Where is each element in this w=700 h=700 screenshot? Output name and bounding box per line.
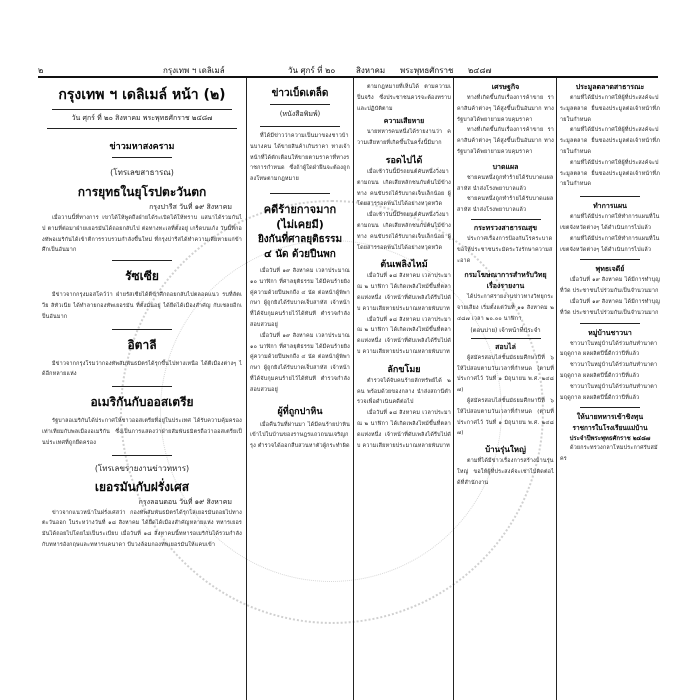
divider	[112, 329, 172, 330]
article-body: ตำรวจได้จับคนร้ายลักทรัพย์ได้ ๒ คน พร้อมด้วยของกลาง นำส่งสถานีตำรวจเพื่อดำเนินคดีต่อไป เมื่อวันที่ ๑๘ สิงหาคม เวลาประมาณ ๒ นาฬิกา ได้เกิดเพลิงไหม้ขึ้นที่ตลาดแห่งหนึ่ง เจ้าหน้าที่ดับเพลิงได้รีบไปดับ ความเสียหายประมาณหลายพันบาท	[357, 377, 451, 449]
article-headline: ลักขโมย	[387, 364, 421, 375]
article-body: มีข่าวจากกรุงโรมว่ากองทัพสัมพันธมิตรได้รุกขึ้นไปทางเหนือ ได้ตีเมืองต่างๆ ได้อีกหลายแห่ง	[42, 360, 242, 378]
era-label: พระพุทธศักราช	[400, 66, 454, 75]
divider	[112, 455, 172, 456]
article-headline: การยุทธในยุโรปตะวันตก	[77, 185, 207, 199]
article-body: ทางที่เกิดขึ้นกับเรื่องการค้าขาย ราคาสินค้าต่างๆ ได้สูงขึ้นเป็นอันมาก ทางรัฐบาลได้พยายามควบคุมราคา ทางที่เกิดขึ้นกับเรื่องการค้าขาย ราคาสินค้าต่างๆ ได้สูงขึ้นเป็นอันมาก ทางรัฐบาลได้พยายามควบคุมราคา	[457, 95, 554, 155]
article-body: ชาวนาในหมู่บ้านได้ร่วมกันทำนาตามฤดูกาล ผลผลิตปีนี้ดีกว่าปีที่แล้ว ชาวนาในหมู่บ้านได้ร่วมกันทำนาตามฤดูกาล ผลผลิตปีนี้ดีกว่าปีที่แล้ว ชาวนาในหมู่บ้านได้ร่วมกันทำนาตามฤดูกาล ผลผลิตปีนี้ดีกว่าปีที่แล้ว	[560, 340, 658, 401]
masthead	[38, 60, 658, 76]
section-title: ข่าวมหาสงคราม	[109, 142, 175, 152]
divider	[580, 196, 640, 197]
article-headline: รอดไปได้	[385, 155, 423, 166]
column-3	[357, 78, 451, 700]
headline-line: ๔ นัด ด้วยปืนพก	[264, 248, 336, 260]
article-headline: รัซเซีย	[125, 269, 159, 284]
source-label: (โทรเลขรายงานข่าวทหาร)	[94, 463, 190, 473]
column-rule	[556, 78, 557, 700]
column-rule	[453, 78, 454, 700]
headline-line: คดีร้ายกาจมาก	[263, 202, 337, 216]
divider	[270, 193, 330, 194]
article-note: (ตอนบ่าย) เจ้าหน้าที่ประจำ	[470, 326, 541, 334]
article-headline-block	[250, 202, 350, 262]
article-headline: หมู่บ้านชาวนา	[588, 328, 632, 337]
article-headline: กระทรวงสาธารณสุข	[473, 223, 538, 232]
article-body: เมื่อวันที่ ๑๙ สิงหาคม เวลาประมาณ ๑๐ นาฬิกา ที่ศาลยุติธรรม ได้มีคนร้ายยิงคู่ความด้วยปืนพกถึง ๔ นัด ต่อหน้าผู้พิพากษา ผู้ถูกยิงได้รับบาดเจ็บสาหัส เจ้าหน้าที่ได้จับกุมคนร้ายไว้ได้ทันที ตำรวจกำลังสอบสวนอยู่ เมื่อวันที่ ๑๙ สิงหาคม เวลาประมาณ ๑๐ นาฬิกา ที่ศาลยุติธรรม ได้มีคนร้ายยิงคู่ความด้วยปืนพกถึง ๔ นัด ต่อหน้าผู้พิพากษา ผู้ถูกยิงได้รับบาดเจ็บสาหัส เจ้าหน้าที่ได้จับกุมคนร้ายไว้ได้ทันที ตำรวจกำลังสอบสวนอยู่	[250, 267, 350, 393]
article-body: เมื่อวันที่ ๑๙ สิงหาคม ได้มีการทำบุญที่วัด ประชาชนไปร่วมกันเป็นจำนวนมาก เมื่อวันที่ ๑๙ สิงหาคม ได้มีการทำบุญที่วัด ประชาชนไปร่วมกันเป็นจำนวนมาก	[560, 277, 660, 316]
section-header: กรุงเทพ ฯ เดลิเมล์ หน้า (๒)	[58, 87, 226, 103]
divider	[47, 128, 237, 129]
article-body: นายทหารคนหนึ่งได้รายงานว่า ความเสียหายที่เกิดขึ้นในครั้งนี้มีมาก	[357, 129, 451, 147]
divider	[112, 157, 172, 158]
headline-line: กรมโฆษณาการสำหรับวิทยุ	[464, 271, 547, 280]
article-body: ตามที่ได้มีข่าวเรื่องการสร้างบ้านรุ่นใหญ่ ขอให้ผู้ที่ประสงค์จะเช่าไปติดต่อได้ที่สำนักงาน	[457, 458, 554, 486]
date-label: วัน ศุกร์ ที่ ๒๐	[288, 64, 335, 78]
page-number: ๒	[38, 66, 44, 75]
article-body: เมื่อคืนวันที่ผ่านมา ได้มีคนร้ายปาหินเข้าไปในบ้านของราษฎรแถวถนนเจริญกรุง ตำรวจได้ออกสืบสวนหาตัวผู้กระทำผิด	[250, 421, 350, 450]
article-body: รัฐบาลอเมริกันได้ประกาศให้ชาวออสเตรียที่อยู่ในประเทศ ได้รับความคุ้มครองเท่าเทียมกับพลเมืองอเมริกัน ซึ่งเป็นการแสดงว่าฝ่ายสัมพันธมิตรถือว่าออสเตรียเป็นประเทศที่ถูกยึดครอง	[42, 418, 242, 446]
divider	[471, 338, 541, 339]
article-body: เมื่อวานนี้ที่ทางการ เขาได้ให้พูดถึงฝ่ายได้ระเบิดได้ให้ทราบ แสนาได้รวมกันไป ตามที่ต่อมาฝ่ายเยอรมันได้ถอยกลับไป ต่อทางทะเลที่ตั้งอยู่ เกร็ดบนเก้ง วันนี้ที่กองทัพอเมริกันได้เข้าตีการรวบรวมกำลังขึ้นใหม่ ที่กรุงปารีสได้ทำความเสียหายแก่ข้าศึกเป็นอันมาก	[42, 215, 242, 254]
column-4	[457, 78, 554, 700]
article-body: มีข่าวจากกรุงมอสโคว์ว่า ฝ่ายรัสเซียได้ตีข้าศึกถอยกลับไปตลอดแนว รบที่ลัตเวีย ลิทัวเนีย ได้ทำลายกองทัพเยอรมัน ที่ตั้งมั่นอยู่ ได้ยึดได้เมืองสำคัญ กับเชลยอีกเป็นอันมาก	[42, 292, 242, 320]
divider	[580, 323, 640, 324]
article-headline: ผู้ที่ถูกปาหิน	[277, 406, 323, 417]
column-5	[560, 78, 660, 700]
headline-line: ราชการในโรงเรียนแม่บ้าน	[572, 424, 648, 433]
divider	[52, 109, 232, 110]
article-headline: บาดแผล	[492, 162, 519, 171]
headline-line: ประจำปีพระพุทธศักราช ๒๔๘๗	[569, 435, 651, 443]
divider	[260, 126, 340, 127]
source-label: (โทรเลขสาธารณ)	[110, 168, 174, 177]
divider	[270, 104, 330, 105]
article-body: ผู้สมัครสอบไล่ชั้นมัธยมศึกษาปีที่ ๖ ให้ไปสอบตามวันเวลาที่กำหนด (ตามที่ประกาศไว้ วันที่ ๑ มิถุนายน พ.ศ. ๒๔๘๗) ผู้สมัครสอบไล่ชั้นมัธยมศึกษาปีที่ ๖ ให้ไปสอบตามวันเวลาที่กำหนด (ตามที่ประกาศไว้ วันที่ ๑ มิถุนายน พ.ศ. ๒๔๘๗)	[457, 354, 554, 437]
article-headline: เยอรมันกับฝรั่งเศส	[94, 479, 190, 494]
divider	[580, 407, 640, 408]
article-body: ตามกฎหมายที่เห็นได้ ตามความเป็นจริง ซึ่งประชาชนควรจะต้องทราบ และปฏิบัติตาม	[357, 84, 451, 112]
divider	[580, 259, 640, 260]
headline-line: เรื่องรายงาน	[486, 282, 525, 291]
divider	[112, 260, 172, 261]
source-label: (หนังสือพิมพ์)	[279, 110, 321, 118]
article-headline: อิตาลี	[127, 337, 157, 352]
divider	[471, 219, 541, 220]
month: สิงหาคม	[356, 66, 386, 75]
headline-line: ให้นายทหารเข้าชิงทุน	[576, 413, 644, 422]
article-body: ชายคนหนึ่งถูกทำร้ายได้รับบาดแผลสาหัส นำส่งโรงพยาบาลแล้ว ชายคนหนึ่งถูกทำร้ายได้รับบาดแผลสาหัส นำส่งโรงพยาบาลแล้ว	[457, 174, 554, 214]
article-headline: สอบไล่	[495, 342, 516, 351]
column-2	[250, 78, 350, 700]
article-body: ข่าวจากแนวหน้าในฝรั่งเศสว่า กองทัพสัมพันธมิตรได้รุกไล่เยอรมันถอยไปทางตะวันออก ในระหว่างวันที่ ๑๘ สิงหาคม ได้ยึดได้เมืองสำคัญหลายแห่ง ทหารเยอรมันได้ถอยไปโดยไม่เป็นระเบียบ เมื่อวันที่ ๑๘ สิงหาคมนี้ทหารอเมริกันได้รวมกำลังกับทหารอังกฤษและทหารแคนาดา บีบวงล้อมกองทัพเยอรมันให้แคบเข้า	[42, 509, 242, 548]
article-headline: เศรษฐกิจ	[491, 83, 520, 91]
article-dateline: กรุงลอนดอน วันที่ ๑๙ สิงหาคม	[138, 497, 232, 506]
article-headline: ประมูลตลาดสาธารณะ	[575, 83, 645, 91]
article-body: ด้วยกระทรวงกลาโหมประกาศรับสมัคร	[560, 445, 658, 463]
column-1	[42, 78, 242, 700]
article-body: ประกาศเรื่องการป้องกันโรคระบาด ขอให้ประชาชนระมัดระวังรักษาความสะอาด	[457, 235, 553, 264]
article-body: ได้ประกาศรายงานข่าวทางวิทยุกระจายเสียง เริ่มตั้งแต่วันที่ ๑๑ สิงหาคม ๒๔๘๗ เวลา ๒๐.๐๐ นาฬิกา	[457, 294, 554, 322]
column-rule	[246, 78, 247, 700]
article-headline: ทำการแผน	[593, 202, 627, 211]
article-body: ตามที่ได้มีประกาศให้ทำการแผนที่ในเขตจังหวัดต่างๆ ได้ดำเนินการไปแล้ว ตามที่ได้มีประกาศให้ทำการแผนที่ในเขตจังหวัดต่างๆ ได้ดำเนินการไปแล้ว	[560, 214, 660, 253]
year: ๒๔๘๗	[468, 66, 492, 75]
article-headline: ความเสียหาย	[383, 117, 425, 126]
article-headline: ต้นเพลิงไหม้	[380, 260, 428, 271]
article-body: ที่ได้มีข่าวว่าความเป็นมาของชาวบ้านบางคน ได้ขายสินค้าเกินราคา ทางเจ้าหน้าที่ได้ตักเตือนให้ขายตามราคาที่ทางราชการกำหนด ซึ่งถ้าผู้ใดฝ่าฝืนจะต้องถูกลงโทษตามกฎหมาย	[250, 133, 350, 183]
section-title: ข่าวเบ็ดเตล็ด	[271, 88, 329, 99]
divider	[112, 386, 172, 387]
article-body: เมื่อเช้าวันนี้มีรถยนต์คันหนึ่งวิ่งมาตามถนน เกิดเสียหลักชนกับต้นไม้ข้างทาง คนขับรถได้รับบาดเจ็บเล็กน้อย ผู้โดยสารรอดพ้นไปได้อย่างหวุดหวิด เมื่อเช้าวันนี้มีรถยนต์คันหนึ่งวิ่งมาตามถนน เกิดเสียหลักชนกับต้นไม้ข้างทาง คนขับรถได้รับบาดเจ็บเล็กน้อย ผู้โดยสารรอดพ้นไปได้อย่างหวุดหวิด	[357, 168, 451, 251]
article-headline: พุทธเจดีย์	[595, 265, 625, 274]
article-body: ตามที่ได้มีประกาศให้ผู้ที่ประสงค์จะประมูลตลาด ยื่นซองประมูลต่อเจ้าหน้าที่ภายในกำหนด ตามที่ได้มีประกาศให้ผู้ที่ประสงค์จะประมูลตลาด ยื่นซองประมูลต่อเจ้าหน้าที่ภายในกำหนด ตามที่ได้มีประกาศให้ผู้ที่ประสงค์จะประมูลตลาด ยื่นซองประมูลต่อเจ้าหน้าที่ภายในกำหนด	[560, 95, 660, 188]
article-body: เมื่อวันที่ ๑๘ สิงหาคม เวลาประมาณ ๒ นาฬิกา ได้เกิดเพลิงไหม้ขึ้นที่ตลาดแห่งหนึ่ง เจ้าหน้าที่ดับเพลิงได้รีบไปดับ ความเสียหายประมาณหลายพันบาท เมื่อวันที่ ๑๘ สิงหาคม เวลาประมาณ ๒ นาฬิกา ได้เกิดเพลิงไหม้ขึ้นที่ตลาดแห่งหนึ่ง เจ้าหน้าที่ดับเพลิงได้รีบไปดับ ความเสียหายประมาณหลายพันบาท	[357, 273, 451, 355]
column-rule	[353, 78, 354, 700]
article-headline: บ้านรุ่นใหญ่	[485, 445, 526, 455]
article-headline: อเมริกันกับออสเตรีย	[90, 395, 194, 410]
article-dateline: กรุงปารีส วันที่ ๑๙ สิงหาคม	[149, 203, 232, 211]
headline-line: ยิงกันที่ศาลยุติธรรม	[257, 233, 343, 245]
headline-line: (ไม่เคยมี)	[276, 217, 324, 231]
dateline: วัน ศุกร์ ที่ ๒๐ สิงหาคม พระพุทธศักราช ๒๔๘๗	[71, 114, 213, 122]
paper-name: กรุงเทพ ฯ เดลิเมล์	[163, 64, 225, 78]
